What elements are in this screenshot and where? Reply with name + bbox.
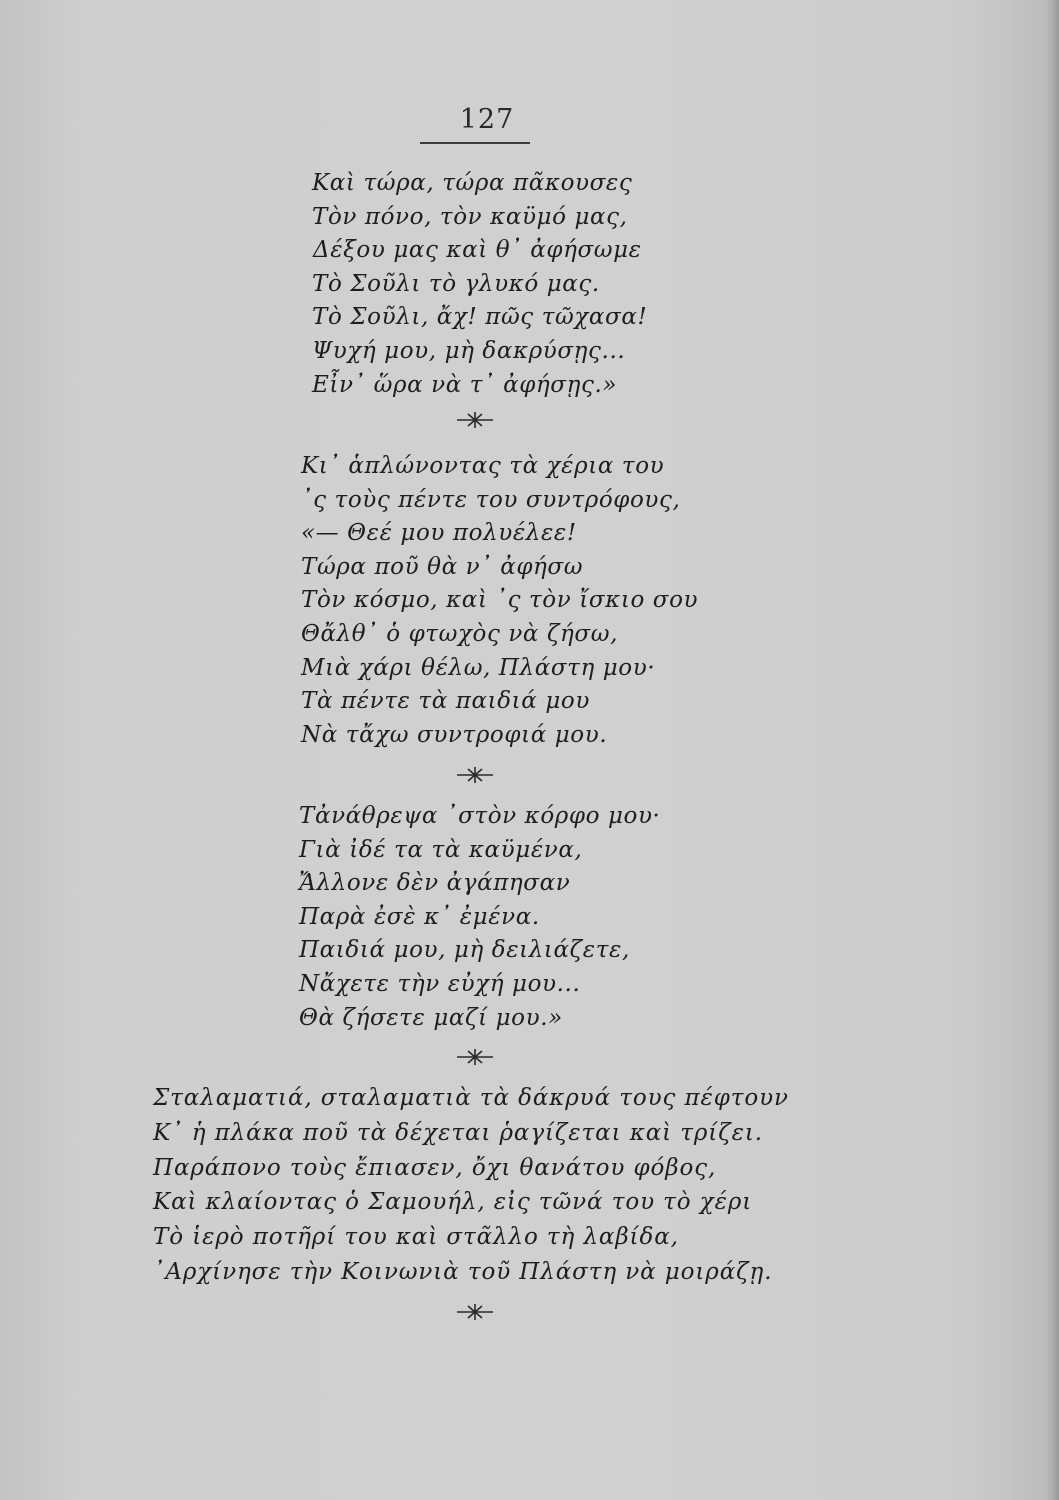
verse-line: Τὸν κόσμο, καὶ ᾽ς τὸν ἴσκιο σου: [301, 587, 699, 614]
verse-line: Ψυχή μου, μὴ δακρύσῃς...: [312, 337, 626, 364]
stanza-1: [312, 167, 647, 402]
verse-line: Παιδιά μου, μὴ δειλιάζετε,: [299, 937, 630, 964]
verse-line: «— Θεέ μου πολυέλεε!: [301, 520, 577, 547]
verse-line: Σταλαματιά, σταλαματιὰ τὰ δάκρυά τους πέφτουν: [153, 1085, 789, 1111]
verse-line: Ἄλλονε δὲν ἀγάπησαν: [299, 870, 571, 897]
verse-line: Τὸ ἱερὸ ποτῆρί του καὶ στᾶλλο τὴ λαβίδα,: [153, 1224, 679, 1251]
verse-line: Παρὰ ἐσὲ κ᾽ ἐμένα.: [299, 903, 540, 930]
verse-line: Τὸν πόνο, τὸν καϋμό μας,: [312, 203, 628, 230]
asterisk-ornament-icon: [455, 1047, 495, 1067]
verse-line: Μιὰ χάρι θέλω, Πλάστη μου·: [301, 654, 656, 681]
asterisk-ornament-icon: [455, 765, 495, 785]
verse-line: Παράπονο τοὺς ἔπιασεν, ὄχι θανάτου φόβος,: [153, 1154, 717, 1181]
verse-line: Γιὰ ἰδέ τα τὰ καϋμένα,: [299, 836, 583, 863]
verse-line: ᾽ς τοὺς πέντε του συντρόφους,: [301, 486, 681, 513]
verse-line: Κ᾽ ἡ πλάκα ποῦ τὰ δέχεται ῥαγίζεται καὶ τρίζει.: [153, 1119, 763, 1146]
verse-line: Τὸ Σοῦλι, ἄχ! πῶς τῶχασα!: [312, 304, 648, 331]
page-number: 127: [459, 104, 515, 135]
verse-line: Τὰ πέντε τὰ παιδιά μου: [301, 688, 590, 715]
verse-line: Θἄλθ᾽ ὁ φτωχὸς νὰ ζήσω,: [301, 620, 618, 647]
asterisk-ornament-icon: [455, 1302, 495, 1322]
verse-line: Δέξου μας καὶ θ᾽ ἀφήσωμε: [313, 237, 642, 264]
asterisk-ornament-icon: [455, 410, 495, 430]
page-fold-shadow: [1045, 0, 1059, 1500]
verse-line: Κι᾽ ἁπλώνοντας τὰ χέρια του: [301, 453, 665, 479]
verse-line: Καὶ τώρα, τώρα πᾶκουσες: [312, 170, 633, 196]
verse-line: Τὸ Σοῦλι τὸ γλυκό μας.: [312, 270, 600, 297]
verse-line: Καὶ κλαίοντας ὁ Σαμουήλ, εἰς τῶνά του τὸ χέρι: [153, 1189, 753, 1216]
verse-line: Εἶν᾽ ὥρα νὰ τ᾽ ἀφήσῃς.»: [312, 371, 618, 398]
stanza-3: [299, 800, 660, 1035]
verse-line: Τἀνάθρεψα ᾽στὸν κόρφο μου·: [299, 803, 661, 829]
verse-line: Θὰ ζήσετε μαζί μου.»: [299, 1004, 563, 1031]
verse-line: Τώρα ποῦ θὰ ν᾽ ἀφήσω: [301, 553, 584, 580]
verse-line: Νὰ τἄχω συντροφιά μου.: [301, 721, 608, 748]
verse-line: ᾽Αρχίνησε τὴν Κοινωνιὰ τοῦ Πλάστη νὰ μοιράζῃ.: [153, 1258, 773, 1285]
page-number-rule: [420, 142, 530, 144]
stanza-2: [301, 450, 698, 752]
stanza-4: [153, 1081, 789, 1290]
verse-line: Νἄχετε τὴν εὐχή μου...: [299, 970, 581, 997]
